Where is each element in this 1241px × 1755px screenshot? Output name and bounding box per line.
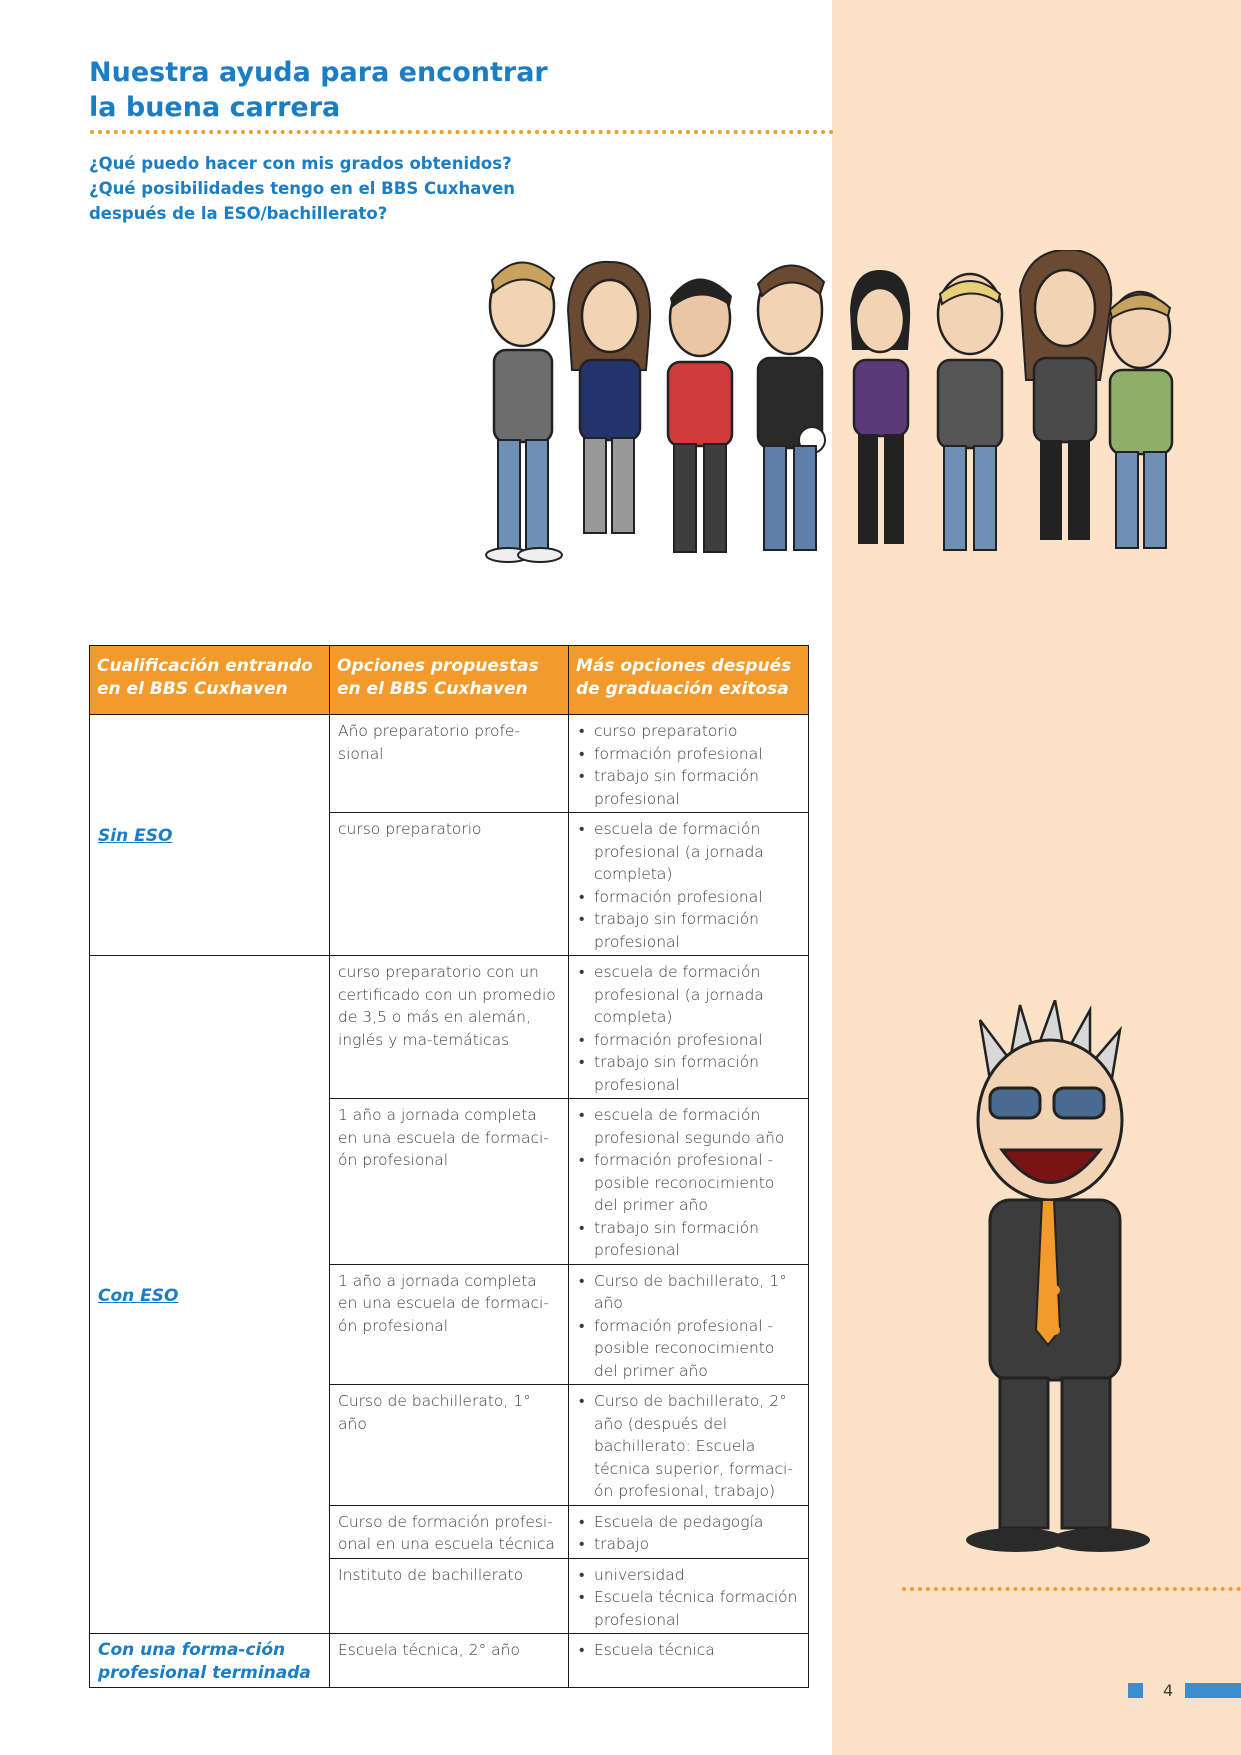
page-marker-bar [1185, 1683, 1241, 1698]
option-cell: Escuela técnica, 2° año [330, 1634, 569, 1688]
after-cell [569, 956, 809, 1099]
after-cell [569, 1505, 809, 1558]
header-options: Opciones propuestas en el BBS Cuxhaven [330, 646, 569, 715]
list-item: • formación profesional [577, 743, 800, 766]
list-item: • Escuela técnica [577, 1639, 800, 1662]
option-cell: 1 año a jornada completa en una escuela de formaci-ón profesional [330, 1264, 569, 1385]
students-group-illustration [460, 250, 1180, 580]
header-after-graduation: Más opciones después de graduación exitosa [569, 646, 809, 715]
subtitle-line-1: ¿Qué puedo hacer con mis grados obtenidos? [89, 154, 512, 173]
list-item: • trabajo [577, 1533, 800, 1556]
list-item: • formación profesional - posible reconocimiento del primer año [577, 1149, 800, 1217]
after-cell [569, 813, 809, 956]
student-8 [1110, 292, 1172, 548]
qualification-formacion-terminada[interactable]: Con una forma-ción profesional terminada [90, 1634, 330, 1688]
subtitle-line-2: ¿Qué posibilidades tengo en el BBS Cuxhaven [89, 179, 516, 198]
table-header-row [90, 646, 809, 715]
student-3 [668, 278, 732, 552]
student-4 [758, 265, 825, 550]
list-item: • Escuela de pedagogía [577, 1511, 800, 1534]
teacher-illustration [930, 1000, 1180, 1580]
careers-table [89, 645, 809, 1688]
after-cell [569, 1558, 809, 1634]
list-item: • formación profesional - posible reconocimiento del primer año [577, 1315, 800, 1383]
page-subtitle [89, 151, 515, 226]
table-row [90, 1634, 809, 1688]
list-item: • Curso de bachillerato, 1° año [577, 1270, 800, 1315]
page-marker-square [1128, 1683, 1143, 1698]
list-item: • universidad [577, 1564, 800, 1587]
list-item: • formación profesional [577, 886, 800, 909]
list-item: • escuela de formación profesional (a jornada completa) [577, 818, 800, 886]
title-line-2: la buena carrera [89, 92, 341, 123]
subtitle-line-3: después de la ESO/bachillerato? [89, 204, 388, 223]
option-cell: curso preparatorio con un certificado con un promedio de 3,5 o más en alemán, inglés y ma-temáticas [330, 956, 569, 1099]
list-item: • escuela de formación profesional (a jornada completa) [577, 961, 800, 1029]
list-item: • curso preparatorio [577, 720, 800, 743]
after-cell [569, 1099, 809, 1265]
qualification-con-eso[interactable]: Con ESO [90, 956, 330, 1634]
page-number: 4 [1163, 1680, 1174, 1700]
list-item: • formación profesional [577, 1029, 800, 1052]
title-line-1: Nuestra ayuda para encontrar [89, 57, 548, 88]
list-item: • escuela de formación profesional segundo año [577, 1104, 800, 1149]
dotted-divider-side [902, 1587, 1241, 1591]
after-cell [569, 1264, 809, 1385]
header-qualification: Cualificación entrando en el BBS Cuxhaven [90, 646, 330, 715]
list-item: • Escuela técnica formación profesional [577, 1586, 800, 1631]
student-5 [850, 270, 910, 544]
option-cell: Año preparatorio profe-sional [330, 715, 569, 813]
after-cell [569, 1385, 809, 1506]
page-title [89, 55, 548, 125]
table-row [90, 956, 809, 1099]
student-1 [486, 262, 562, 562]
list-item: • trabajo sin formación profesional [577, 765, 800, 810]
dotted-divider [90, 130, 834, 134]
option-cell: Curso de formación profesi-onal en una escuela técnica [330, 1505, 569, 1558]
student-2 [568, 262, 650, 533]
table-row [90, 715, 809, 813]
after-cell [569, 1634, 809, 1688]
list-item: • trabajo sin formación profesional [577, 1217, 800, 1262]
student-6 [938, 274, 1002, 550]
option-cell: Curso de bachillerato, 1° año [330, 1385, 569, 1506]
option-cell: 1 año a jornada completa en una escuela de formaci-ón profesional [330, 1099, 569, 1265]
qualification-sin-eso[interactable]: Sin ESO [90, 715, 330, 956]
list-item: • trabajo sin formación profesional [577, 1051, 800, 1096]
after-cell [569, 715, 809, 813]
list-item: • Curso de bachillerato, 2° año (después del bachillerato: Escuela técnica superior, formaci-ón profesional, trabajo) [577, 1390, 800, 1503]
student-7 [1020, 250, 1111, 540]
option-cell: curso preparatorio [330, 813, 569, 956]
page-number-footer [1128, 1677, 1241, 1703]
list-item: • trabajo sin formación profesional [577, 908, 800, 953]
option-cell: Instituto de bachillerato [330, 1558, 569, 1634]
